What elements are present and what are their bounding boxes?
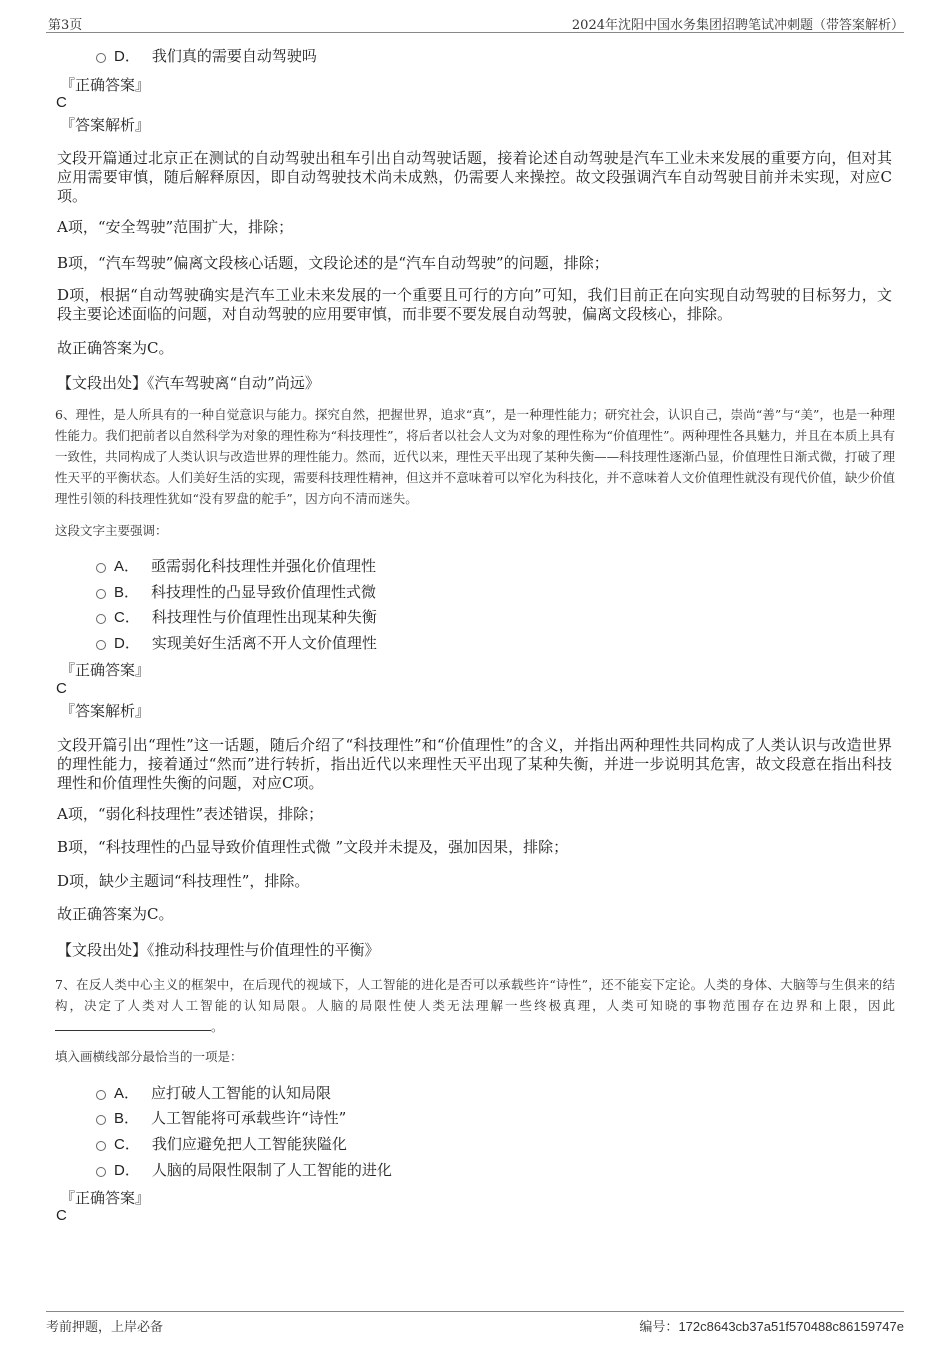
q7-answer: C (56, 1207, 67, 1224)
radio-icon[interactable] (96, 563, 106, 573)
footer-code: 编号：172c8643cb37a51f570488c86159747e (639, 1319, 904, 1335)
radio-icon[interactable] (96, 640, 106, 650)
q7-stem: 7、在反人类中心主义的框架中，在后现代的视域下，人工智能的进化是否可以承载些许“诗性”，还不能妄下定论。人类的身体、大脑等与生俱来的结构，决定了人类对人工智能的认知局限。人脑的局限性使人类无法理解一些终极真理，人类可知晓的事物范围存在边界和上限，因此。 (55, 977, 895, 1034)
q5-conclusion: 故正确答案为C。 (57, 339, 174, 357)
q7-option-c[interactable]: C． 我们应避免把人工智能狭隘化 (96, 1134, 347, 1154)
q6-analysis-label: 『答案解析』 (60, 702, 151, 720)
document-title: 2024年沈阳中国水务集团招聘笔试冲刺题（带答案解析） (571, 18, 904, 33)
radio-icon[interactable] (96, 614, 106, 624)
q7-option-a[interactable]: A． 应打破人工智能的认知局限 (96, 1083, 331, 1103)
q6-analysis-d: D项，缺少主题词“科技理性”，排除。 (57, 872, 310, 890)
radio-icon[interactable] (96, 1141, 106, 1151)
q7-prompt: 填入画横线部分最恰当的一项是： (55, 1049, 243, 1064)
q6-answer: C (56, 680, 67, 697)
q6-source: 【文段出处】《推动科技理性与价值理性的平衡》 (57, 941, 380, 959)
footer-slogan: 考前押题，上岸必备 (46, 1320, 164, 1335)
q6-conclusion: 故正确答案为C。 (57, 905, 174, 923)
q5-analysis-d: D项，根据“自动驾驶确实是汽车工业未来发展的一个重要且可行的方向”可知，我们目前正在向实现自动驾驶的目标努力，文段主要论述面临的问题，对自动驾驶的应用要审慎，而非要不要发展自动驾驶，偏离文段核心，排除。 (57, 286, 892, 323)
q6-option-d[interactable]: D． 实现美好生活离不开人文价值理性 (96, 633, 377, 653)
q6-analysis-main: 文段开篇引出“理性”这一话题，随后介绍了“科技理性”和“价值理性”的含义，并指出两种理性共同构成了人类认识与改造世界的理性能力，接着通过“然而”进行转折，指出近代以来理性天平出现了某种失衡，并进一步说明其危害，故文段意在指出科技理性和价值理性失衡的问题，对应C项。 (57, 736, 892, 792)
q7-option-d[interactable]: D． 人脑的局限性限制了人工智能的进化 (96, 1160, 392, 1180)
q7-option-b[interactable]: B． 人工智能将可承载些许“诗性” (96, 1108, 346, 1128)
radio-icon[interactable] (96, 589, 106, 599)
q6-analysis-a: A项，“弱化科技理性”表述错误，排除； (57, 805, 324, 823)
page-footer (46, 1311, 904, 1335)
page-number: 第3页 (48, 18, 83, 33)
q5-analysis-a: A项，“安全驾驶”范围扩大，排除； (57, 218, 294, 236)
q6-option-a[interactable]: A． 亟需弱化科技理性并强化价值理性 (96, 556, 376, 576)
page-header (46, 14, 904, 33)
q5-option-d[interactable]: D． 我们真的需要自动驾驶吗 (96, 46, 317, 66)
radio-icon[interactable] (96, 1090, 106, 1100)
q6-analysis-b: B项，“科技理性的凸显导致价值理性式微 ”文段并未提及，强加因果，排除； (57, 838, 569, 856)
q6-option-b[interactable]: B． 科技理性的凸显导致价值理性式微 (96, 582, 376, 602)
q5-answer-label: 『正确答案』 (60, 76, 151, 94)
radio-icon[interactable] (96, 1167, 106, 1177)
q6-prompt: 这段文字主要强调： (55, 523, 168, 538)
q6-answer-label: 『正确答案』 (60, 661, 151, 679)
q6-option-c[interactable]: C． 科技理性与价值理性出现某种失衡 (96, 607, 377, 627)
q6-stem: 6、理性，是人所具有的一种自觉意识与能力。探究自然，把握世界，追求“真”，是一种理性能力；研究社会，认识自己，崇尚“善”与“美”，也是一种理性能力。我们把前者以自然科学为对象的理性称为“科技理性”，将后者以社会人文为对象的理性称为“价值理性”。两种理性各具魅力，并且在本质上具有一致性，共同构成了人类认识与改造世界的理性能力。然而，近代以来，理性天平出现了某种失衡——科技理性逐渐凸显，价值理性日渐式微，打破了理性天平的平衡状态。人们美好生活的实现，需要科技理性精神，但这并不意味着可以窄化为科技化，并不意味着人文价值理性就没有现代价值，缺少价值理性引领的科技理性犹如“没有罗盘的舵手”，因方向不清而迷失。 (55, 407, 895, 506)
q5-analysis-label: 『答案解析』 (60, 116, 151, 134)
fill-blank (55, 1018, 211, 1031)
q7-answer-label: 『正确答案』 (60, 1189, 151, 1207)
q5-answer: C (56, 94, 67, 111)
radio-icon[interactable] (96, 53, 106, 63)
q5-analysis-b: B项，“汽车驾驶”偏离文段核心话题，文段论述的是“汽车自动驾驶”的问题，排除； (57, 254, 609, 272)
q5-analysis-main: 文段开篇通过北京正在测试的自动驾驶出租车引出自动驾驶话题，接着论述自动驾驶是汽车工业未来发展的重要方向，但对其应用需要审慎，随后解释原因，即自动驾驶技术尚未成熟，仍需要人来操控。故文段强调汽车自动驾驶目前并未实现，对应C项。 (57, 149, 892, 205)
q5-source: 【文段出处】《汽车驾驶离“自动”尚远》 (57, 374, 320, 392)
radio-icon[interactable] (96, 1115, 106, 1125)
